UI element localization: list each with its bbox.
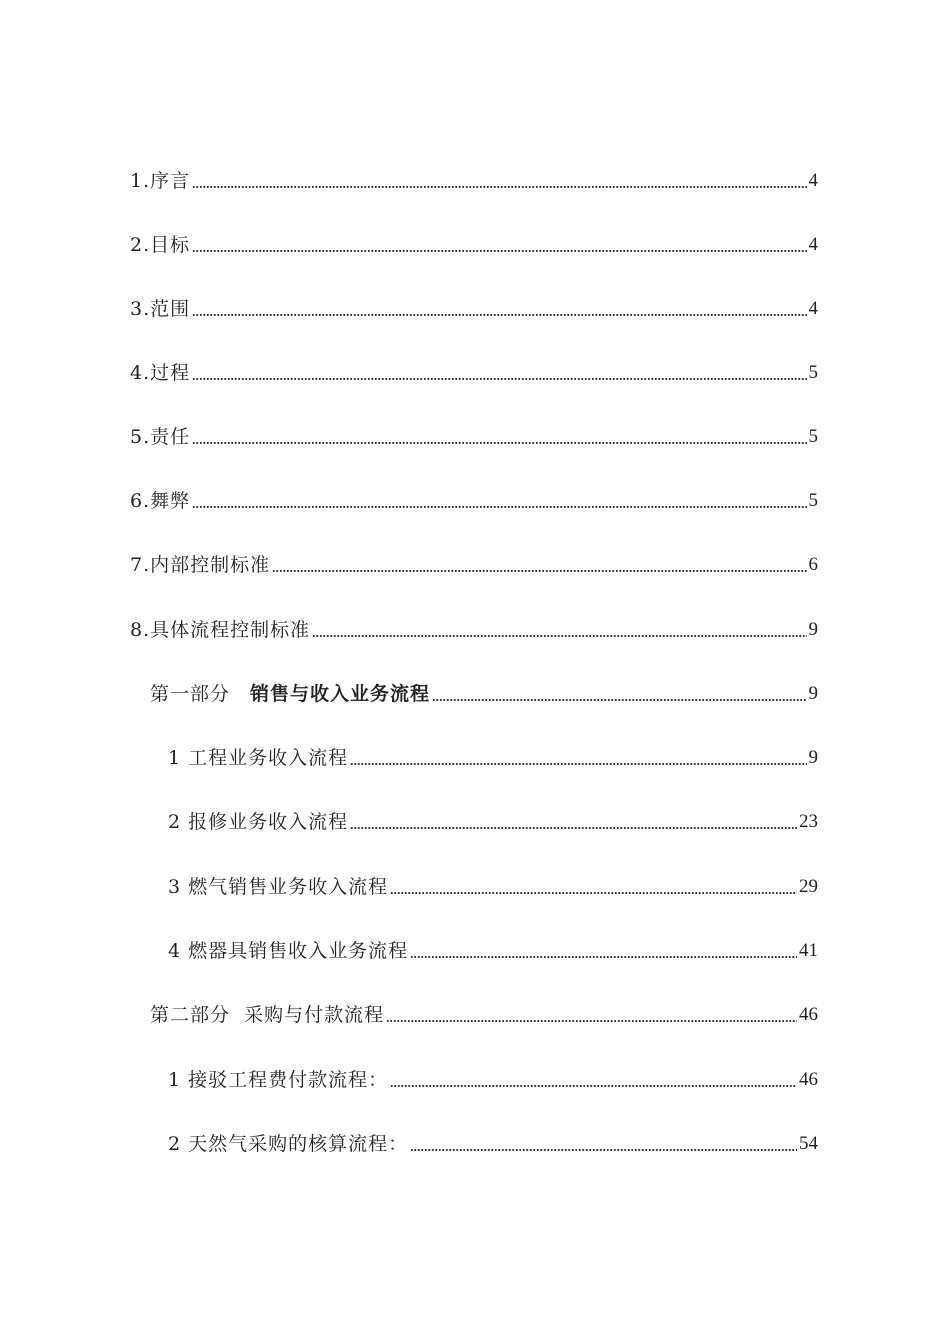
dot-leader [350, 827, 797, 829]
toc-entry-page: 6 [808, 554, 818, 575]
toc-entry-label: 1 工程业务收入流程 [168, 747, 349, 769]
dot-leader [272, 570, 806, 572]
toc-entry-page: 9 [808, 619, 818, 640]
toc-entry-process[interactable] [130, 354, 818, 384]
toc-entry-responsibility[interactable] [130, 418, 818, 448]
toc-entry-page: 9 [808, 683, 818, 704]
toc-entry-label: 2 天然气采购的核算流程： [168, 1133, 409, 1155]
toc-entry-label: 5.责任 [130, 426, 191, 448]
toc-entry-page: 4 [808, 298, 818, 319]
toc-entry-label: 4 燃器具销售收入业务流程 [168, 940, 409, 962]
toc-entry-scope[interactable] [130, 290, 818, 320]
toc-entry-label: 第二部分 采购与付款流程 [150, 1004, 385, 1026]
toc-entry-process-control-standards[interactable] [130, 611, 818, 641]
dot-leader [192, 314, 806, 316]
toc-entry-page: 5 [808, 426, 818, 447]
toc-entry-page: 23 [799, 811, 818, 832]
dot-leader [312, 635, 806, 637]
toc-entry-page: 9 [808, 747, 818, 768]
toc-entry-gas-sales-revenue[interactable] [168, 868, 818, 898]
toc-entry-fraud[interactable] [130, 482, 818, 512]
toc-entry-connection-fee-payment[interactable] [168, 1061, 818, 1091]
toc-entry-label [150, 683, 430, 705]
toc-entry-page: 54 [799, 1133, 818, 1154]
toc-entry-objective[interactable] [130, 226, 818, 256]
toc-entry-page: 46 [799, 1004, 818, 1025]
toc-entry-label: 4.过程 [130, 362, 191, 384]
toc-entry-page: 4 [808, 234, 818, 255]
toc-entry-page: 41 [799, 940, 818, 961]
dot-leader [390, 892, 797, 894]
dot-leader [192, 506, 806, 508]
toc-entry-label: 8.具体流程控制标准 [130, 619, 311, 641]
part-title: 销售与收入业务流程 [250, 683, 431, 705]
dot-leader [350, 763, 806, 765]
dot-leader [386, 1020, 797, 1022]
toc-entry-appliance-sales-revenue[interactable] [168, 932, 818, 962]
dot-leader [410, 956, 797, 958]
toc-entry-internal-control-standards[interactable] [130, 546, 818, 576]
dot-leader [192, 250, 806, 252]
dot-leader [432, 699, 806, 701]
toc-entry-page: 46 [799, 1069, 818, 1090]
toc-entry-page: 5 [808, 362, 818, 383]
toc-entry-part-one[interactable] [150, 675, 818, 705]
toc-entry-label: 2 报修业务收入流程 [168, 811, 349, 833]
part-number: 第一部分 [150, 683, 231, 705]
toc-entry-preface[interactable] [130, 162, 818, 192]
dot-leader [192, 378, 806, 380]
dot-leader [390, 1085, 797, 1087]
toc-entry-label: 1 接驳工程费付款流程： [168, 1069, 389, 1091]
toc-entry-repair-revenue[interactable] [168, 803, 818, 833]
toc-entry-engineering-revenue[interactable] [168, 739, 818, 769]
toc-entry-label: 3 燃气销售业务收入流程 [168, 876, 389, 898]
dot-leader [192, 186, 806, 188]
toc-entry-label: 1.序言 [130, 170, 191, 192]
toc-entry-label: 7.内部控制标准 [130, 554, 271, 576]
toc-entry-label: 2.目标 [130, 234, 191, 256]
toc-entry-part-two[interactable] [150, 996, 818, 1026]
dot-leader [192, 442, 806, 444]
toc-entry-page: 4 [808, 170, 818, 191]
toc-entry-label: 6.舞弊 [130, 490, 191, 512]
toc-entry-label: 3.范围 [130, 298, 191, 320]
toc-entry-page: 5 [808, 490, 818, 511]
dot-leader [410, 1149, 797, 1151]
toc-entry-page: 29 [799, 876, 818, 897]
toc-entry-natural-gas-purchase-accounting[interactable] [168, 1125, 818, 1155]
